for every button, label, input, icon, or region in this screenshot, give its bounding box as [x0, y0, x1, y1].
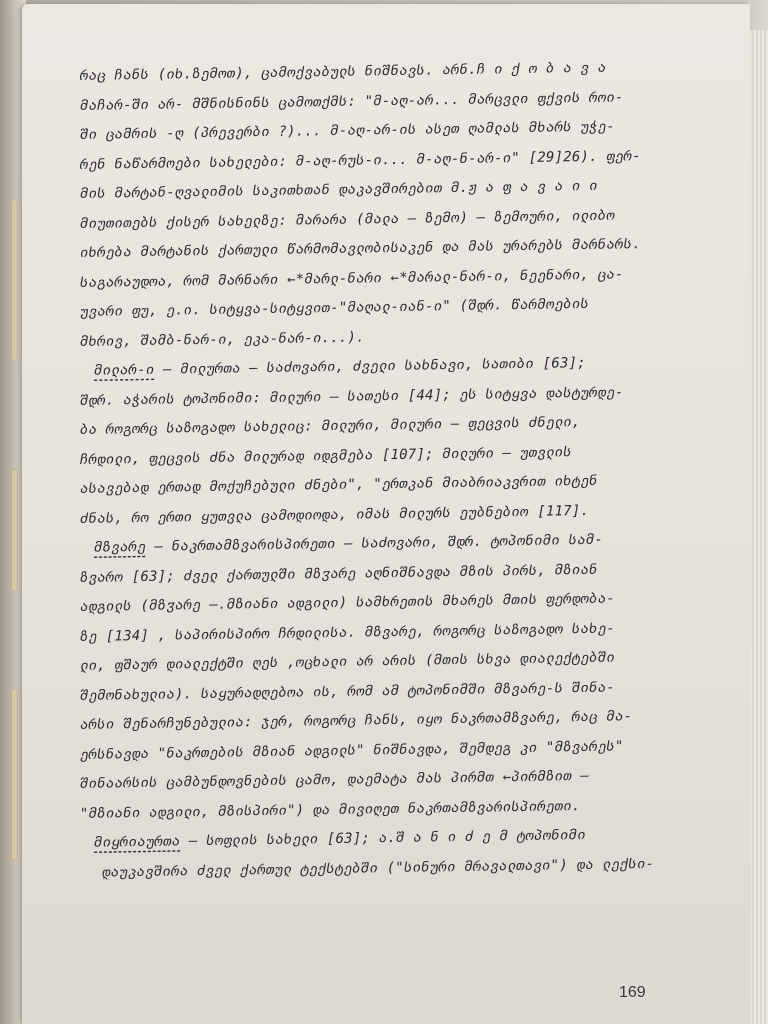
- text-line: მის მარტან-ღვალიმის საკითხთან დაკავშირებით მ.ჟ ა ფ ა ვ ა ი ი: [79, 177, 598, 202]
- typewritten-text: [79, 59, 692, 888]
- text-line: ზე [134] , საპირისპირო ჩრდილისა. მზვარე, როგორც საზოგადო სახე-: [79, 620, 616, 645]
- text-line: მიყრიაურთა — სოფლის სახელი [63]; ა.შ ა ნ ი ძ ე მ ტოპონიმი: [93, 827, 586, 851]
- text-line: არსი შენარჩუნებულია: ჯერ, როგორც ჩანს, იყო ნაკრთამზვარე, რაც მა-: [79, 708, 633, 733]
- text-line: მაჩარ-ში არ- მშნისნინს ცამოთქმს: "მ-აღ-არ... მარცვლი ფქვის როი-: [79, 88, 624, 114]
- text-line: ში ცამრის -ღ (პრევერბი ?)... მ-აღ-არ-ის ასეთ ღამლას მხარს უჭე-: [79, 118, 616, 143]
- text-line: ერსნავდა "ნაკრთების მზიან ადგილს" ნიშნავდა, შემდეგ კი "მზვარეს": [79, 737, 624, 763]
- text-line: იხრება მარტანის ქართული წარმომავლობისაკენ და მას ურარებს მარნარს.: [79, 236, 641, 261]
- binding-thread: [12, 470, 17, 590]
- entry-headword: მიყრიაურთა: [93, 833, 181, 851]
- binding-thread: [12, 690, 17, 860]
- text-line: "მზიანი ადგილი, მზისპირი") და მივიღეთ ნაკრთამზვარისპირეთი.: [79, 797, 581, 822]
- text-line: დაუკავშირა ძველ ქართულ ტექსტებში ("სინური მრავალთავი") და ლექსი-: [101, 855, 655, 881]
- text-line: ჩრდილი, ფეცვის ძნა მილურად იდგმება [107]; მილური — უთვლის: [79, 443, 572, 468]
- text-line: ძნას, რო ერთი ყუთვლა ცამოდიოდა, იმას მილურს ეუბნებიო [117].: [79, 502, 590, 527]
- text-line: მიუთითებს ქისერ სახელზე: მარარა (მალა — ზემო) — ზემოური, ილიბო: [79, 207, 616, 232]
- text-line: შინაარსის ცამბუნდოვნების ცამო, დაემატა მას პირმთ ←პირმზით —: [79, 768, 590, 792]
- text-line: შემონახულია). საყურადღებოა ის, რომ ამ ტოპონიმში მზვარე-ს შინა-: [79, 679, 616, 704]
- text-line: უვარი ფუ, ე.ი. სიტყვა-სიტყვით-"მაღალ-იან-ი" (შდრ. წარმოების: [79, 296, 590, 320]
- text-line: მილარ-ი — მილურთა — საძოვარი, ძველი სახნავი, სათიბი [63];: [93, 355, 586, 379]
- text-line: შდრ. აჭარის ტოპონიმი: მილური — სათესი [44]; ეს სიტყვა დასტურდე-: [79, 383, 624, 409]
- text-line: ბა როგორც საზოგადო სახელიც: მილური, მილური — ფეცვის ძნელი,: [79, 414, 581, 438]
- text-line: მზვარე — ნაკრთამზვარისპირეთი — საძოვარი, შდრ. ტოპონიმი სამ-: [93, 531, 604, 556]
- entry-headword: მილარ-ი: [93, 361, 155, 379]
- text-line: მხრივ, შამბ-ნარ-ი, ეკა-ნარ-ი...).: [79, 329, 365, 350]
- entry-headword: მზვარე: [93, 538, 146, 556]
- text-line: რაც ჩანს (იხ.ზემოთ), ცამოქვაბულს ნიშნავს. არნ.ჩ ი ქ ო ბ ა ვ ა: [79, 59, 607, 84]
- text-line: ასავებად ერთად მოქუჩებული ძნები", "ერთკან მიაბრიაკვრით იხტენ: [79, 472, 598, 497]
- book-page: [22, 4, 750, 1024]
- binding-thread: [12, 200, 17, 360]
- text-line: რენ ნაწარმოები სახელები: მ-აღ-რუს-ი... მ-აღ-ნ-არ-ი" [29]26). ფერ-: [79, 147, 641, 173]
- text-line: ზვარო [63]; ძველ ქართულში მზჳარე აღნიშნავდა მზის პირს, მზიან: [79, 561, 598, 586]
- page-number: 169: [619, 984, 646, 1001]
- text-line: ადგილს (მზჳარე —.მზიანი ადგილი) სამხრეთის მხარეს მთის ფერდობა-: [79, 590, 616, 615]
- text-line: ლი, ფშაურ დიალექტში ღეს ,ოცხალი არ არის (მთის სხვა დიალექტებში: [79, 649, 616, 674]
- text-line: საგარაუდოა, რომ მარნარი ←*მარლ-ნარი ←*მარალ-ნარ-ი, ნეენარი, ცა-: [79, 265, 624, 291]
